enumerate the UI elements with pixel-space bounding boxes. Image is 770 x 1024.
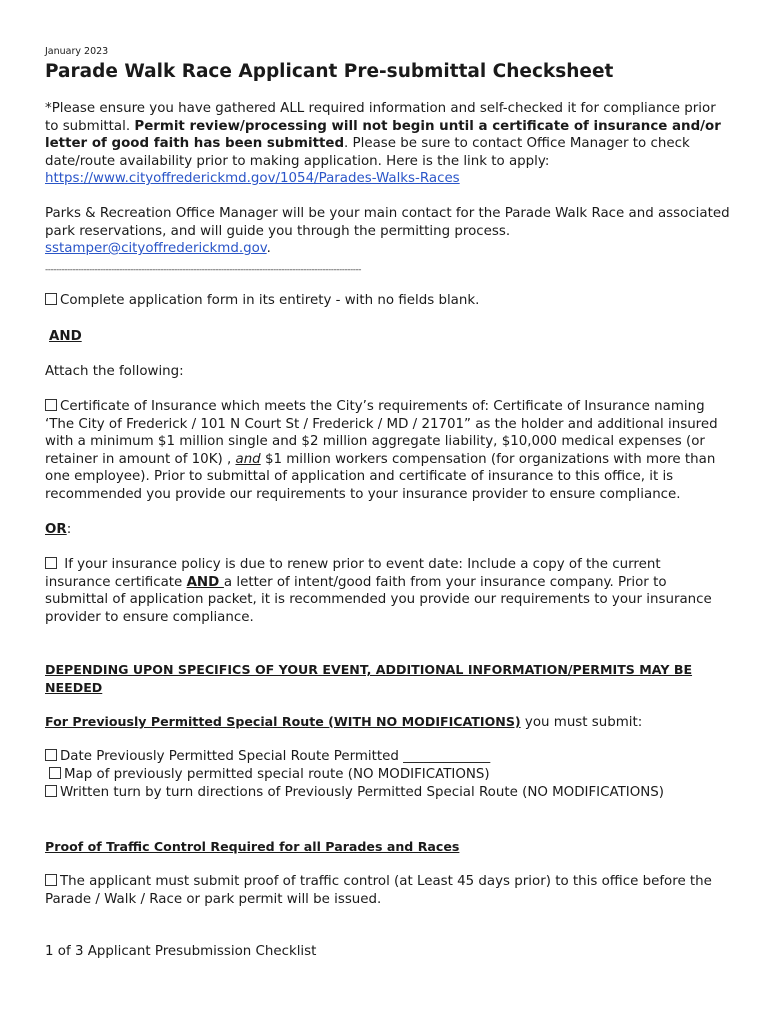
or-line <box>45 521 730 539</box>
checkbox-route-map[interactable] <box>49 767 61 779</box>
route-directions-label: Written turn by turn directions of Previously Permitted Special Route (NO MODIFICATIONS) <box>60 785 665 800</box>
contact-text: Parks & Recreation Office Manager will be your main contact for the Parade Walk Race and associated park reservations, and will guide you through the permitting process. <box>45 206 730 239</box>
checklist-application <box>45 292 730 310</box>
traffic-text: The applicant must submit proof of traffic control (at Least 45 days prior) to this office before the Parade / Walk / Race or park permit will be issued. <box>45 874 712 907</box>
checkbox-renewal[interactable] <box>45 557 57 569</box>
document-date: January 2023 <box>45 46 109 57</box>
coi-and: and <box>235 451 261 467</box>
renewal-text-2: a letter of intent/good faith from your insurance company. Prior to submittal of application packet, it is recommended you provide our requirements to your insurance provider to ensure compliance. <box>45 574 712 625</box>
checklist-route-map <box>49 766 730 784</box>
traffic-heading: Proof of Traffic Control Required for all Parades and Races <box>45 839 460 854</box>
checkbox-application[interactable] <box>45 293 57 305</box>
email-suffix: . <box>266 241 271 256</box>
attach-label: Attach the following: <box>45 364 184 379</box>
special-route-heading: For Previously Permitted Special Route (WITH NO MODIFICATIONS) <box>45 714 521 729</box>
renewal-and: AND <box>186 574 224 590</box>
application-label: Complete application form in its entirety - with no fields blank. <box>60 293 480 308</box>
checkbox-route-directions[interactable] <box>45 785 57 797</box>
or-label: OR <box>45 522 67 537</box>
intro-text-2: . Please be sure to contact Office Manager to check date/route availability prior to making application. Here is the link to apply: <box>45 136 690 169</box>
checkbox-coi[interactable] <box>45 399 57 411</box>
intro-text: *Please ensure you have gathered ALL required information and self-checked it for compliance prior to submittal. <box>45 101 716 134</box>
checklist-route-directions <box>45 784 730 802</box>
renewal-text-1: If your insurance policy is due to renew prior to event date: Include a copy of the current insurance certificate <box>45 557 661 590</box>
checklist-route-date <box>45 748 730 766</box>
intro-bold-notice: Permit review/processing will not begin until a certificate of insurance and/or letter of good faith has been submitted <box>45 118 721 151</box>
checkbox-route-date[interactable] <box>45 749 57 761</box>
special-route-suffix: you must submit: <box>520 715 643 730</box>
and-label: AND <box>49 329 82 344</box>
special-route-heading-line <box>45 713 730 732</box>
checklist-renewal <box>45 556 730 626</box>
or-colon: : <box>66 522 72 537</box>
coi-text-1: Certificate of Insurance which meets the City’s requirements of: Certificate of Insurance naming ‘The City of Frederick / 101 N Court St / Frederick / MD / 21701” as the holder and additional insured with a minimum $1 million single and $2 million aggregate liability, $10,000 medical expenses (or retainer in amount of 10K) , <box>45 399 718 467</box>
page-footer: 1 of 3 Applicant Presubmission Checklist <box>45 944 317 959</box>
additional-info-heading: DEPENDING UPON SPECIFICS OF YOUR EVENT, ADDITIONAL INFORMATION/PERMITS MAY BE NEEDED <box>45 662 693 695</box>
checklist-coi <box>45 398 730 503</box>
checklist-traffic <box>45 873 730 908</box>
route-date-label: Date Previously Permitted Special Route Permitted _____________ <box>60 749 491 764</box>
checkbox-traffic[interactable] <box>45 874 57 886</box>
apply-link[interactable]: https://www.cityoffrederickmd.gov/1054/Parades-Walks-Races <box>45 171 460 186</box>
contact-paragraph <box>45 205 730 258</box>
document-title: Parade Walk Race Applicant Pre-submittal Checksheet <box>45 61 614 82</box>
route-map-label: Map of previously permitted special route (NO MODIFICATIONS) <box>64 767 490 782</box>
intro-paragraph <box>45 100 730 188</box>
email-link[interactable]: sstamper@cityoffrederickmd.gov <box>45 241 267 256</box>
coi-text-2: $1 million workers compensation (for organizations with more than one employee). Prior to submittal of application and certificate of insurance to this office, it is recommended you provide our requirements to your insurance provider to ensure compliance. <box>45 451 716 502</box>
divider-line: ------------------------------------------------------------------------------------------------------------------- <box>45 265 361 275</box>
